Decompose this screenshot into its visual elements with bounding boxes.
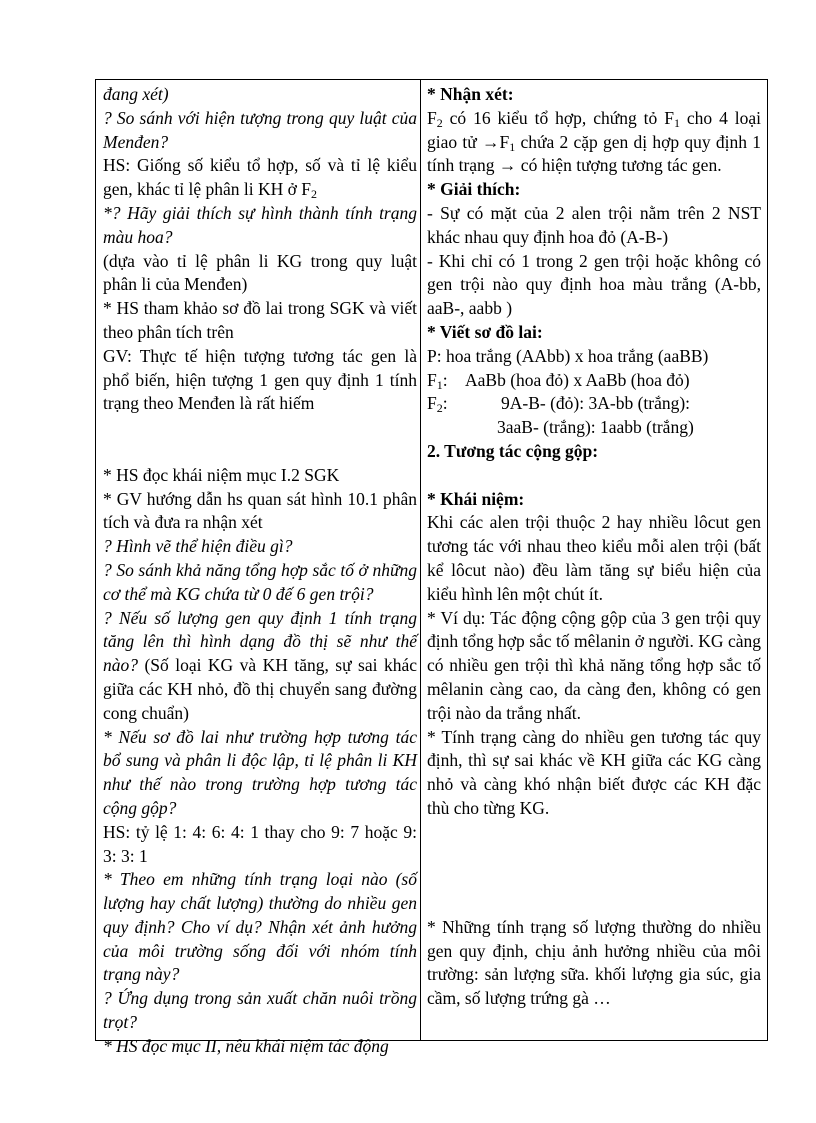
student-answer-1: HS: Giống số kiểu tổ hợp, số và tỉ lệ kiểu gen, khác tỉ lệ phân li KH ở $F_2$ [103, 155, 417, 202]
heading-explanation: * Giải thích: [427, 179, 521, 200]
student-task-section-2: * HS đọc mục II, nêu khái niệm tác động [103, 1035, 389, 1056]
example-text: * Ví dụ: Tác động cộng gộp của 3 gen trội quy định tổng hợp sắc tố mêlanin ở người. KG càng có nhiều gen trội thì khả năng tổng hợp sắc tố mêlanin càng cao, da càng đen, không có gen trội nào da trắng nhất. [427, 607, 761, 723]
quantitative-traits-note: * Những tính trạng số lượng thường do nhiều gen quy định, chịu ảnh hưởng nhiều của môi trường: sản lượng sữa. khối lượng gia súc, gia cầm, số lượng trứng gà … [427, 916, 761, 1009]
question-graph-shape: ? Nếu số lượng gen quy định 1 tính trạng tăng lên thì hình dạng đồ thị sẽ như thế nào? (Số loại KG và KH tăng, sự sai khác giữa các KH nhỏ, đồ thị chuyển sang đường cong chuẩn) [103, 607, 417, 723]
cross-f1: $F_1$: AaBb (hoa đỏ) x AaBb (hoa đỏ) [427, 369, 690, 392]
question-flower-color: *? Hãy giải thích sự hình thành tính trạng màu hoa? [103, 202, 417, 247]
teacher-note: GV: Thực tế hiện tượng tương tác gen là phổ biến, hiện tượng 1 gen quy định 1 tính trạng theo Menđen là rất hiếm [103, 345, 417, 414]
question-application: ? Ứng dụng trong sản xuất chăn nuôi trồng trọt? [103, 988, 417, 1033]
question-compare-mendel: ? So sánh với hiện tượng trong quy luật của Menđen? [103, 107, 417, 152]
question-figure: ? Hình vẽ thể hiện điều gì? [103, 536, 293, 557]
cross-f2-cont: 3aaB- (trắng): 1aabb (trắng) [497, 417, 694, 438]
question-trait-type: * Theo em những tính trạng loại nào (số lượng hay chất lượng) thường do nhiều gen quy định? Cho ví dụ? Nhận xét ảnh hưởng của môi trường sống đối với nhóm tính trạng này? [103, 869, 417, 985]
teacher-student-activity-column [103, 83, 417, 1059]
column-divider [420, 80, 421, 1040]
teacher-guide-figure: * GV hướng dẫn hs quan sát hình 10.1 phân tích và đưa ra nhận xét [103, 488, 417, 533]
student-task-read: * HS đọc khái niệm mục I.2 SGK [103, 464, 340, 485]
student-answer-ratio: HS: tỷ lệ 1: 4: 6: 4: 1 thay cho 9: 7 hoặc 9: 3: 3: 1 [103, 821, 417, 866]
heading-concept: * Khái niệm: [427, 488, 525, 509]
cross-f2: $F_2$: 9A-B- (đỏ): 3A-bb (trắng): [427, 393, 691, 416]
heading-additive-interaction: 2. Tương tác cộng gộp: [427, 440, 599, 461]
lesson-table [95, 79, 768, 1056]
observation-text: $F_2$ có 16 kiểu tổ hợp, chứng tỏ $F_1$ cho 4 loại giao tử $\to F_1$ chứa 2 cặp gen dị hợp quy định 1 tính trạng → có hiện tượng tương tác gen. [427, 107, 761, 176]
question-pigment: ? So sánh khả năng tổng hợp sắc tố ở những cơ thể mà KG chứa từ 0 đế 6 gen trội? [103, 559, 417, 604]
student-task-diagram: * HS tham khảo sơ đồ lai trong SGK và viết theo phân tích trên [103, 298, 417, 342]
question-ratio: * Nếu sơ đồ lai như trường hợp tương tác bổ sung và phân li độc lập, tỉ lệ phân li KH như thế nào trong trường hợp tương tác cộng gộp? [103, 726, 417, 818]
hint-ratio: (dựa vào tỉ lệ phân li KG trong quy luật phân li của Menđen) [103, 250, 417, 295]
explanation-2: - Khi chỉ có 1 trong 2 gen trội hoặc không có gen trội nào quy định hoa màu trắng (A-bb, aaB-, aabb ) [427, 250, 761, 319]
left-line-1: đang xét) [103, 84, 169, 104]
heading-observation: * Nhận xét: [427, 84, 514, 104]
concept-text: Khi các alen trội thuộc 2 hay nhiều lôcut gen tương tác với nhau theo kiểu mỗi alen trội (bất kể lôcut nào) đều làm tăng sự biểu hiện của kiểu hình lên một chút ít. [427, 512, 761, 604]
explanation-1: - Sự có mặt của 2 alen trội nằm trên 2 NST khác nhau quy định hoa đỏ (A-B-) [427, 202, 761, 247]
content-column [427, 83, 761, 1011]
heading-cross-diagram: * Viết sơ đồ lai: [427, 321, 543, 342]
cross-p: P: hoa trắng (AAbb) x hoa trắng (aaBB) [427, 345, 709, 366]
additive-note: * Tính trạng càng do nhiều gen tương tác quy định, thì sự sai khác về KH giữa các KG càng nhỏ và càng khó nhận biết được các KH đặc thù cho từng KG. [427, 726, 761, 818]
